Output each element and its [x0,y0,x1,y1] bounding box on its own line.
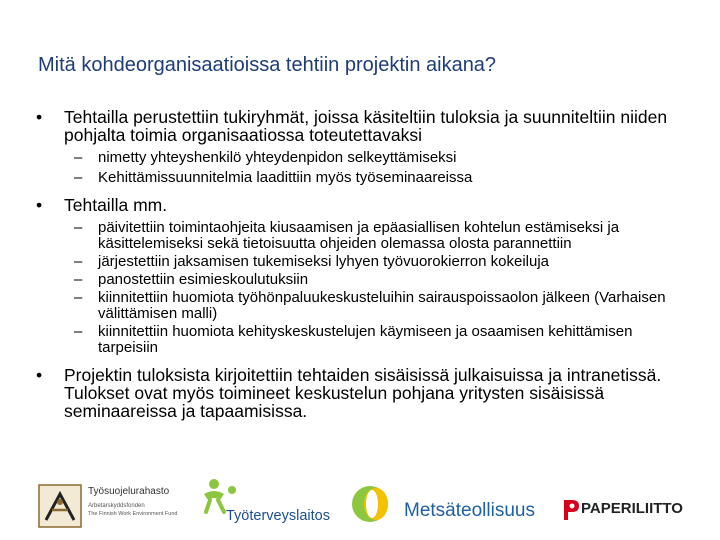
metsa-name: Metsäteollisuus [404,500,535,521]
bullet-2-sublist [36,220,686,356]
tsr-emblem-icon [38,484,82,528]
metsa-logo [350,484,560,528]
sub-item [36,272,686,288]
dash-marker: – [74,169,83,186]
slide-title: Mitä kohdeorganisaatioissa tehtiin projektin aikana? [38,54,497,76]
bullet-1 [36,108,686,144]
sub-item-text: kiinnitettiin huomiota kehityskeskustelujen käymiseen ja osaamisen kehittämisen tarpeisiin [98,323,633,356]
ttl-name: Työterveyslaitos [226,508,330,524]
bullet-3 [36,366,686,420]
bullet-marker: • [36,107,43,127]
sub-item [36,254,686,270]
sub-item-text: järjestettiin jaksamisen tukemiseksi lyhyen työvuorokierron kokeiluja [98,253,550,270]
sub-item-text: Kehittämissuunnitelmia laadittiin myös työseminaareissa [98,169,473,186]
bullet-marker: • [36,195,43,215]
bullet-marker: • [36,365,43,385]
sub-item-text: kiinnitettiin huomiota työhönpaluukeskusteluihin sairauspoissaolon jälkeen (Varhaisen välittämisen malli) [98,289,666,322]
dash-marker: – [74,323,83,340]
paperi-logo [562,498,687,522]
ttl-logo [200,478,345,530]
paperi-name: PAPERILIITTO [581,500,683,517]
bullet-3-text: Projektin tuloksista kirjoitettiin tehtaiden sisäisissä julkaisuissa ja intranetissä. Tulokset ovat myös toimineet keskustelun pohjana yritysten sisäisissä seminaareissa ja tapaamisissa. [64,365,662,421]
sub-item [36,290,686,322]
bullet-2-text: Tehtailla mm. [64,195,168,215]
dash-marker: – [74,219,83,236]
bullet-2 [36,196,686,214]
sub-item [36,150,686,166]
sub-item-text: päivitettiin toimintaohjeita kiusaamisen ja epäasiallisen kohtelun estämiseksi ja käsittelemiseksi sekä tietoisuutta ohjeiden olemassa olosta parannettiin [98,219,620,252]
sub-item [36,220,686,252]
tsr-line2: The Finnish Work Environment Fund [88,511,178,517]
tsr-line1: Arbetarskyddsfonden [88,503,145,509]
dash-marker: – [74,271,83,288]
bullet-1-sublist [36,150,686,186]
sub-item [36,324,686,356]
sub-item-text: nimetty yhteyshenkilö yhteydenpidon selkeyttämiseksi [98,149,457,166]
dash-marker: – [74,289,83,306]
tsr-logo [38,484,178,528]
slide-content [36,108,686,426]
dash-marker: – [74,253,83,270]
sub-item [36,170,686,186]
paperi-p-icon [562,498,580,520]
logo-strip [0,476,720,536]
metsa-leaf-icon [350,484,396,524]
sub-item-text: panostettiin esimieskoulutuksiin [98,271,309,288]
bullet-1-text: Tehtailla perustettiin tukiryhmät, joissa käsiteltiin tuloksia ja suunniteltiin niiden pohjalta toimia organisaatiossa toteutettavaksi [64,107,668,145]
dash-marker: – [74,149,83,166]
tsr-name: Työsuojelurahasto [88,486,170,497]
